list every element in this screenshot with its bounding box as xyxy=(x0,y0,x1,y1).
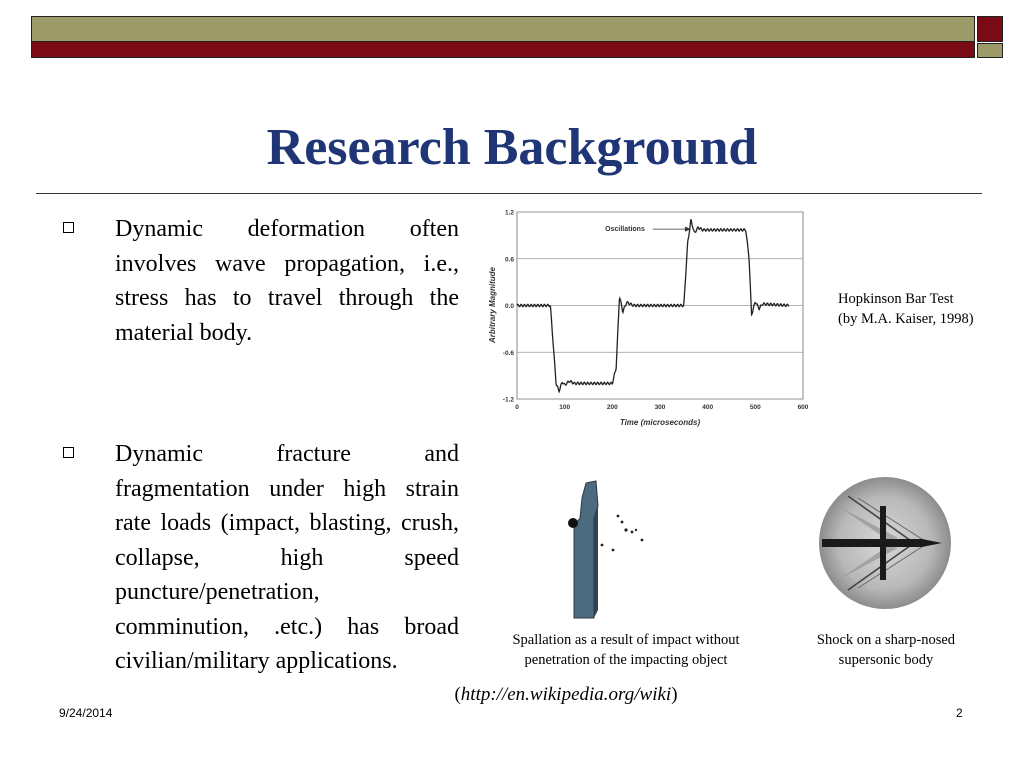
y-tick-label: 0.0 xyxy=(504,303,514,310)
x-tick-label: 200 xyxy=(606,404,618,411)
hopkinson-bar-chart xyxy=(486,204,816,429)
footer-date: 9/24/2014 xyxy=(59,706,113,720)
spallation-image xyxy=(560,478,650,620)
hopkinson-caption-line1: Hopkinson Bar Test xyxy=(838,291,954,307)
shock-image xyxy=(818,476,952,610)
slide-title: Research Background xyxy=(266,119,758,176)
source-close-paren: ) xyxy=(671,684,678,705)
title-divider xyxy=(36,193,982,194)
spallation-caption: Spallation as a result of impact without penetration of the impacting object xyxy=(512,632,740,668)
source-link[interactable]: http://en.wikipedia.org/wiki xyxy=(460,684,672,705)
corner-square-olive xyxy=(977,43,1003,58)
y-axis-label: Arbitrary Magnitude xyxy=(488,266,497,344)
footer-page-number: 2 xyxy=(956,706,963,720)
x-tick-label: 400 xyxy=(702,404,714,411)
shock-caption: Shock on a sharp-nosed supersonic body xyxy=(816,632,956,668)
bullet-text: Dynamic fracture and fragmentation under high strain rate loads (impact, blasting, crush, collapse, high speed puncture/penetration, comminution, .etc.) has broad civilian/military applications. xyxy=(115,441,459,674)
top-decor-bar xyxy=(31,16,975,58)
y-tick-labels xyxy=(503,210,515,404)
bullet-square-icon xyxy=(63,222,74,233)
x-axis-label: Time (microseconds) xyxy=(619,418,701,427)
bullet-text: Dynamic deformation often involves wave propagation, i.e., stress has to travel through the material body. xyxy=(115,216,459,346)
y-tick-label: 0.6 xyxy=(504,256,514,264)
source-open-paren: ( xyxy=(454,684,461,705)
hopkinson-caption-line2: (by M.A. Kaiser, 1998) xyxy=(838,311,974,327)
x-tick-label: 300 xyxy=(654,404,666,411)
source-citation xyxy=(0,684,1024,706)
annotation-oscillations: Oscillations xyxy=(605,226,645,234)
top-bar-maroon xyxy=(32,42,974,57)
hopkinson-caption xyxy=(838,289,974,329)
y-tick-label: -1.2 xyxy=(502,396,514,404)
x-tick-label: 100 xyxy=(559,404,571,411)
y-tick-label: -0.6 xyxy=(502,349,514,357)
x-tick-labels xyxy=(515,404,809,411)
corner-square-maroon xyxy=(977,16,1003,42)
top-bar-olive xyxy=(32,17,974,42)
x-tick-label: 500 xyxy=(749,404,761,411)
x-tick-label: 0 xyxy=(515,404,519,411)
bullet-square-icon xyxy=(63,447,74,458)
y-tick-label: 1.2 xyxy=(504,209,514,217)
x-tick-label: 600 xyxy=(797,404,809,411)
